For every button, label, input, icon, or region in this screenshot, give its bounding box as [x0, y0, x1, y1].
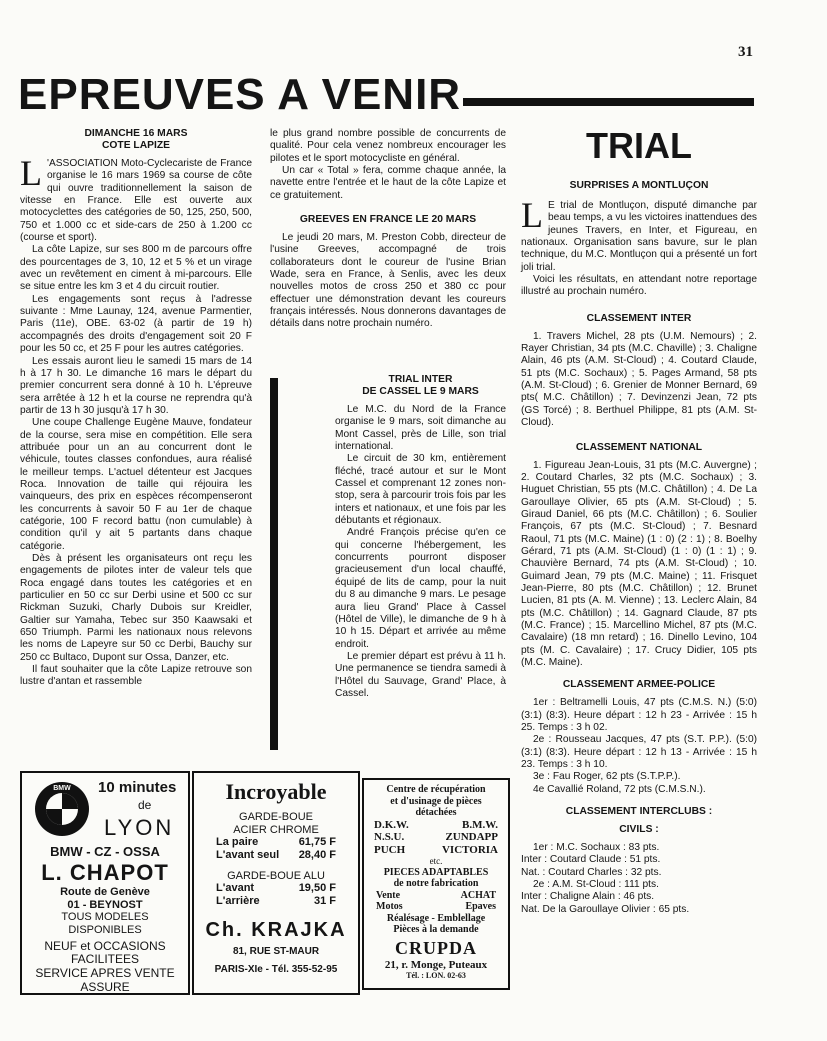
cassel-paragraph-3: André François précise qu'en ce qui concerne l'hébergement, les concurrents pourront disposer gracieusement d'un local chauffé, équipé de lits de camp, pour la nuit du 8 au dimanche 9 mars. Le pesage aura lieu Grand' Place à Cassel (Hôtel de Ville), le dimanche de 9 h à 10 h 15. Départ et arrivée au même endroit. [335, 527, 506, 650]
civils-line-1: 1er : M.C. Sochaux : 83 pts. [533, 842, 660, 854]
civils-line-3: Nat. : Coutard Charles : 32 pts. [521, 866, 662, 878]
civils-line-6: Nat. De la Garoullaye Olivier : 65 pts. [521, 903, 690, 915]
ad2-price-row-4: L'arrière 31 F [216, 894, 336, 907]
ad2-price-row-2: L'avant seul 28,40 F [216, 848, 336, 861]
montlucon-paragraph-2: Voici les résultats, en attendant notre reportage illustré au prochain numéro. [521, 274, 757, 298]
classement-inter-text: 1. Travers Michel, 28 pts (U.M. Nemours) ; 2. Rayer Christian, 34 pts (M.C. Chaville) ; 3. Chaligne Alain, 46 pts (A.M. St-Cloud) ; 4. Coutard Claude, 51 pts (M.C. Sochaux) ; 5. Pages Armand, 58 pts (A.M. St-Cloud) ; 6. Grenier de Monner Bernard, 69 pts( M.C. Châtillon) ; 7. Devinzenzi Jean, 72 pts (GS Torcé) ; 8. Berthuel Philippe, 81 pts (A.M. St-Cloud). [521, 330, 757, 429]
ad2-address: 81, RUE ST-MAUR [232, 946, 320, 958]
ad1-road: Route de Genève [60, 885, 150, 898]
lapize-paragraph-3: Les engagements sont reçus à l'adresse suivante : Mme Launay, 124, avenue Parmentier, Paris (11e), OBE. 63-02 (à partir de 19 h) accompagnés des droits d'engagement soit 20 F pour les 50 cc, et 25 F pour les autres catégories. [20, 293, 252, 355]
greeves-heading: GREEVES EN FRANCE LE 20 MARS [299, 214, 477, 226]
armee-line-1: 1er : Beltramelli Louis, 47 pts (C.M.S. N.) (5:0) (3:1) (8:3). Heure départ : 12 h 23 - Arrivée : 15 h 25. Temps : 3 h 02. [521, 697, 757, 734]
cassel-article [335, 374, 506, 700]
ad-crupda [362, 778, 510, 990]
lapize-paragraph-6: Dès à présent les organisateurs ont reçu les engagements de pilotes inter de valeur tels que Roca engagé dans toutes les catégories et en particulier en 50 cc sur Derbi usine et 500 cc sur Rickman Suzuki, Charly Dubois sur Kreidler, Galtier sur Yamaha, Tebec sur 350 Kaawsaki et 650 Triumph. Parmi les nationaux nous relevons les noms de Lapeyre sur 50 cc Derbi, Bauchy sur 250 cc Bultaco, Dupont sur Ossa, Danzer, etc. [20, 553, 252, 663]
ad2-price-row-1: La paire 61,75 F [216, 836, 336, 849]
ad2-sub-1: GARDE-BOUE [239, 811, 313, 823]
civils-line-2: Inter : Coutard Claude : 51 pts. [521, 854, 661, 866]
ad1-brands: BMW - CZ - OSSA [50, 844, 160, 859]
ad3-brands-row-3: PUCH VICTORIA [374, 843, 498, 856]
page-number: 31 [738, 44, 753, 60]
ad-chapot [20, 771, 190, 995]
lapize-paragraph-7: Il faut souhaiter que la côte Lapize retrouve son lustre d'antan et rassemble [20, 664, 252, 688]
civils-heading: CIVILS : [619, 824, 659, 836]
lapize-paragraph-5: Une coupe Challenge Eugène Mauve, fondateur de la course, sera mise en compétition. Elle sera attribuée pour un an au concurrent dont le véhicule, toutes classes confondues, aura réalisé le meilleur temps. L'actuel détenteur est Jacques Roca. Innovation de taille qui réjouira les vainqueurs, des prix en espèces récompenseront les concurrents à savoir 50 F au 1er de chaque catégorie, 100 F record battu (non cumulable) à condition qu'il y ait 5 partants dans chaque catégorie. [20, 417, 252, 552]
ad2-name: Ch. KRAJKA [205, 919, 347, 942]
armee-line-4: 4e Cavallié Roland, 72 pts (C.M.S.N.). [533, 783, 706, 795]
lapize-paragraph-4: Les essais auront lieu le samedi 15 mars de 14 h à 17 h 30. Le dimanche 16 mars le départ du premier concurrent sera donné à 10 h. L'épreuve sera arrêtée à 12 h et la course ne reprendra qu'à partir de 13 h 30 jusqu'à 17 h 30. [20, 355, 252, 416]
bmw-logo-icon [34, 781, 90, 842]
ad1-line-1: TOUS MODELES [61, 911, 149, 924]
column-lapize [20, 128, 252, 689]
dropcap-letter: L [521, 195, 543, 235]
ad3-name: CRUPDA [395, 937, 477, 958]
cassel-heading-line-1: TRIAL INTER [388, 374, 453, 385]
page-headline: EPREUVES A VENIR [18, 70, 462, 119]
ad-krajka [192, 771, 360, 995]
classement-armee-heading: CLASSEMENT ARMEE-POLICE [562, 679, 716, 691]
ad3-etc: etc. [429, 856, 443, 867]
classement-inter-heading: CLASSEMENT INTER [586, 312, 692, 324]
ad3-address: 21, r. Monge, Puteaux [384, 958, 488, 971]
cassel-paragraph-1: Le M.C. du Nord de la France organise le 9 mars, soit dimanche au Mont Cassel, près de Lille, son trial international. [335, 404, 506, 453]
ad1-de: de [138, 798, 152, 812]
ad3-brands-row-1: D.K.W. B.M.W. [374, 818, 498, 831]
lapize-heading-date: DIMANCHE 16 MARS [84, 128, 188, 139]
lapize-continued-2: Un car « Total » fera, comme chaque année, la navette entre l'entrée et le haut de la côte Lapize et ce gratuitement. [270, 165, 506, 201]
ad2-price-row-3: L'avant 19,50 F [216, 882, 336, 895]
classement-interclubs-heading: CLASSEMENT INTERCLUBS : [565, 806, 713, 818]
civils-line-4: 2e : A.M. St-Cloud : 111 pts. [533, 879, 659, 891]
lapize-paragraph-1: L 'ASSOCIATION Moto-Cyclecariste de France organise le 16 mars 1969 sa course de côte qui ouvre traditionnellement la saison de vitesse en France. Elle est ouverte aux motocyclettes des catégories de 50, 125, 250, 500, 750 et 1.000 cc et side-cars de 250 à 1.200 cc (course et sport). [20, 153, 252, 244]
armee-line-3: 3e : Fau Roger, 62 pts (S.T.P.P.). [533, 771, 681, 783]
cassel-paragraph-4: Le premier départ est prévu à 11 h. Une permanence se tiendra samedi à l'Hôtel du Sauvage, Grand' Place, à Cassel. [335, 650, 506, 699]
ad3-line-4: PIECES ADAPTABLES [383, 866, 489, 878]
trial-title: TRIAL [586, 125, 692, 166]
ad1-place: 01 - BEYNOST [67, 898, 143, 911]
classement-national-heading: CLASSEMENT NATIONAL [575, 441, 703, 453]
civils-line-5: Inter : Chaligne Alain : 46 pts. [521, 891, 655, 903]
greeves-paragraph: Le jeudi 20 mars, M. Preston Cobb, directeur de l'usine Greeves, accompagné de trois collaborateurs dont le coureur de l'usine Brian Wade, sera en France, à Senlis, avec les deux nouvelles motos de cross 250 et 380 cc pour effectuer une démonstration devant les coureurs français intéressés. Nous donnerons davantages de détails dans notre prochain numéro. [270, 232, 506, 330]
ad3-row-5: Motos Epaves [376, 901, 496, 913]
ad1-line-4: FACILITEES [70, 952, 140, 967]
lapize-paragraph-2: La côte Lapize, sur ses 800 m de parcours offre des pourcentages de 3, 10, 12 et 5 % et un virage avec un revêtement en ciment à mi-parcours. Elle se situe entre les km 3 et 4 du circuit routier. [20, 244, 252, 293]
ad3-line-5: de notre fabrication [393, 878, 479, 890]
ad3-line-1: Centre de récupération [386, 784, 486, 795]
cassel-paragraph-2: Le circuit de 30 km, entièrement fléché, tracé autour et sur le Mont Cassel et comprenant 12 zones non-stop, sera à parcourir trois fois par les inters et nationaux, et une fois par les débutants et régionaux. [335, 453, 506, 527]
ad1-line-5: SERVICE APRES VENTE [35, 966, 175, 981]
ad1-name: L. CHAPOT [41, 859, 169, 885]
headline-rule [463, 98, 754, 106]
ad3-line-2: et d'usinage de pièces [390, 795, 482, 807]
cassel-heading-line-2: DE CASSEL LE 9 MARS [362, 386, 479, 397]
column-greeves-cassel [270, 128, 506, 331]
lapize-heading [20, 128, 252, 152]
ad3-phone: Tél. : LON. 02-63 [406, 971, 466, 981]
ad1-city: LYON [104, 815, 175, 840]
ad2-sub-2: ACIER CHROME [233, 823, 319, 836]
lapize-continued-1: le plus grand nombre possible de concurrents de qualité. Pour cela venez nombreux encourager les pilotes et le sport motocycliste en général. [270, 128, 506, 164]
ad1-minutes: 10 minutes [98, 779, 177, 796]
cassel-side-bar [270, 378, 278, 750]
lapize-heading-place: COTE LAPIZE [101, 140, 171, 151]
ad3-line-6: Réalésage - Emblellage [386, 912, 486, 924]
ad1-line-3: NEUF et OCCASIONS [44, 938, 166, 953]
classement-national-text: 1. Figureau Jean-Louis, 31 pts (M.C. Auvergne) ; 2. Coutard Charles, 32 pts (M.C. Sochaux) ; 3. Huguet Christian, 55 pts (M.C. Châtillon) ; 4. De La Garoullaye Olivier, 65 pts (A.M. St-Cloud) ; 5. Giraud Daniel, 66 pts (M.C. Châtillon) ; 6. Soulier François, 67 pts (M.C. St-Cloud) ; 7. Besnard Raoul, 71 pts (M.C. Maine) (1 : 0) (2 : 1) ; 8. Boelhy Gérard, 71 pts (A.M. St-Cloud) (1 : 0) (1 : 1) ; 9. Chauvière Bernard, 74 pts (A.M. St-Cloud) ; 10. Guimard Jean, 79 pts (M.C. Maine) ; 11. Frisquet Jean-Pierre, 80 pts (M.C. Châtillon) ; 12. Brunet Lucien, 81 pts (A. M. Vienne) ; 13. Leclerc Alain, 84 pts (M.C. Châtillon) ; 14. Gagnard Claude, 87 pts (M.C. France) ; 15. Marcellino Michel, 87 pts (M.C. Cavalaire) (18 mn retard) ; 16. Dinello Levino, 104 pts (M. C. Cavalaire) ; 17. Crucy Didier, 105 pts (M.C. Maine). [521, 459, 757, 668]
dropcap-letter: L [20, 153, 42, 193]
cassel-heading [335, 374, 506, 398]
ad2-phone: PARIS-XIe - Tél. 355-52-95 [214, 963, 338, 975]
ad1-line-2: DISPONIBLES [68, 923, 142, 936]
ad3-row-4: Vente ACHAT [376, 889, 496, 901]
montlucon-heading: SURPRISES A MONTLUÇON [569, 180, 709, 191]
ad2-sub-3: GARDE-BOUE ALU [227, 869, 325, 882]
ad2-title: Incroyable [225, 779, 327, 804]
ad3-line-3: détachées [415, 807, 457, 818]
ad3-brands-row-2: N.S.U. ZUNDAPP [374, 831, 498, 844]
column-trial [521, 125, 757, 916]
bmw-logo-text: BMW [53, 785, 71, 792]
montlucon-paragraph-1: L E trial de Montluçon, disputé dimanche par beau temps, a vu les victoires inattendues des jeunes Travers, en Inter, et Figureau, en nationaux. Organisation sans bavure, sur le plan technique, du M.C. Montluçon qui a présenté un fort joli trial. [521, 195, 757, 273]
armee-line-2: 2e : Rousseau Jacques, 47 pts (S.T. P.P.). (5:0) (3:1) (8:3). Heure départ : 12 h 13 - Arrivée : 15 h 23. Temps : 3 h 10. [521, 734, 757, 771]
ad1-line-6: ASSURE [80, 979, 130, 994]
ad3-line-7: Pièces à la demande [393, 924, 479, 936]
